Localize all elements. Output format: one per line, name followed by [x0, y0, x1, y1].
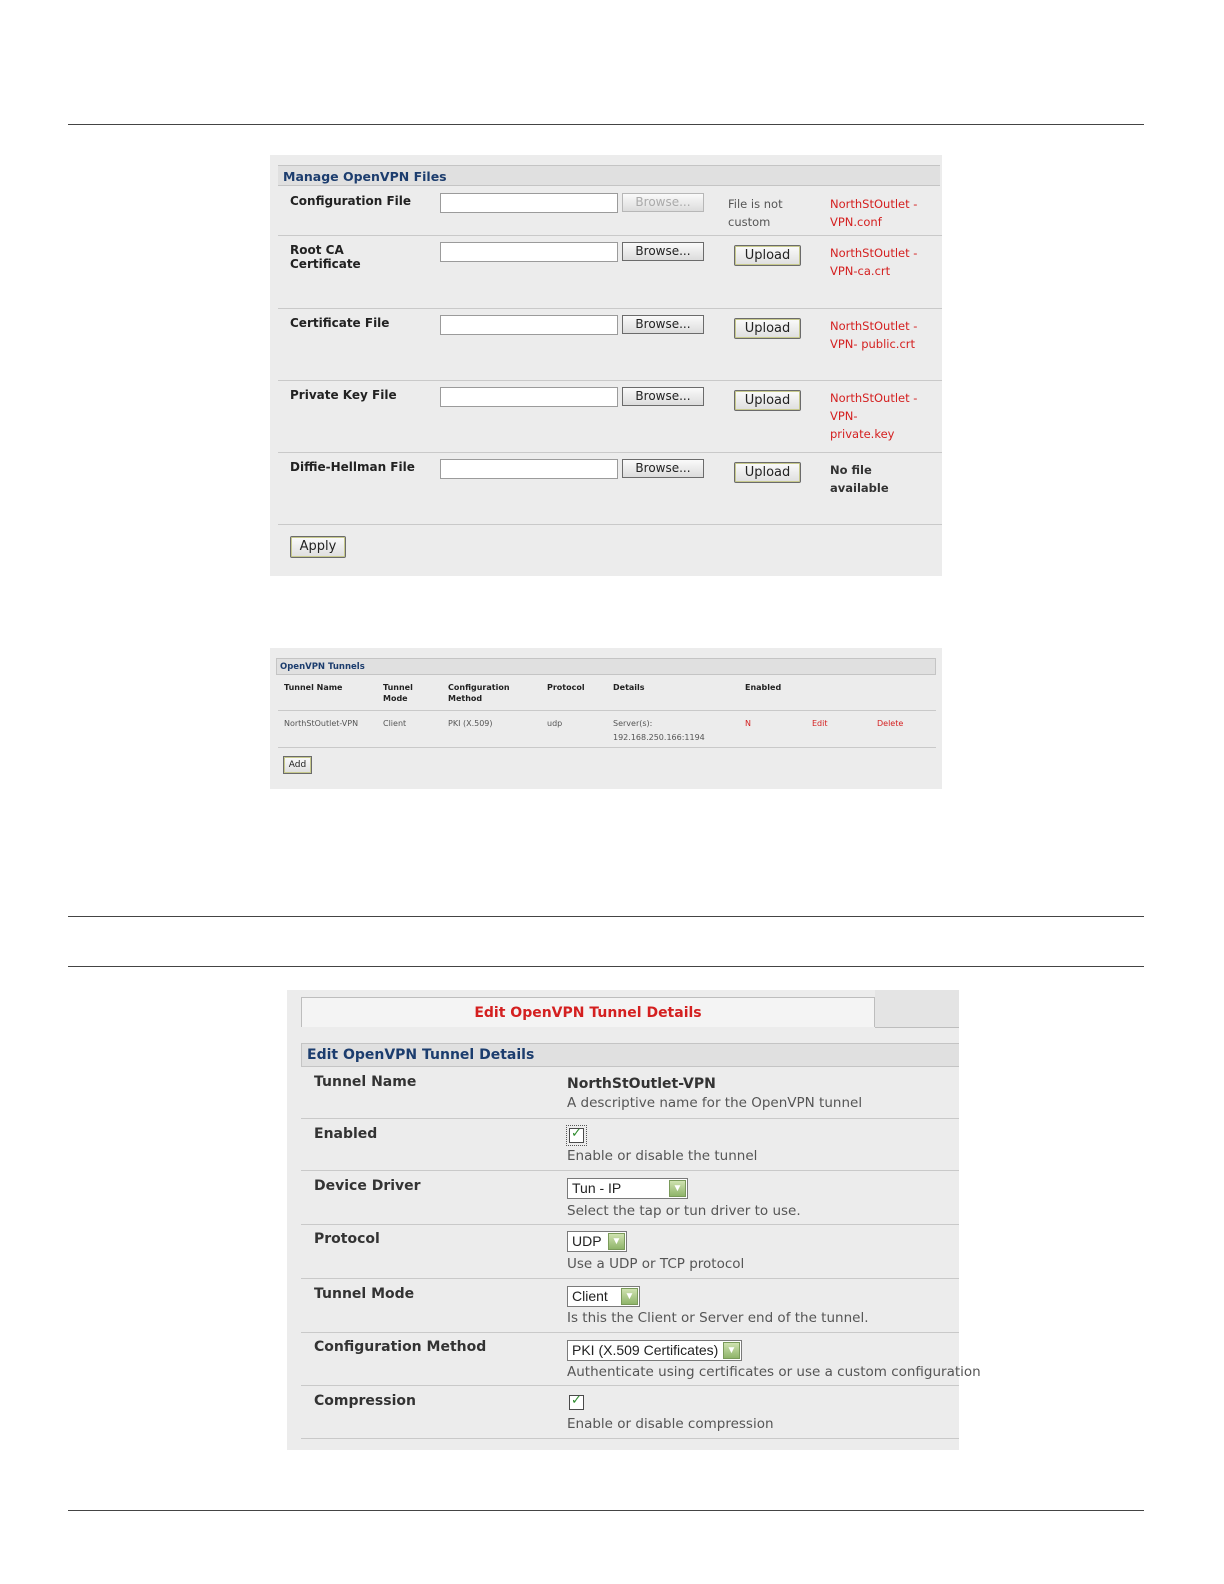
- device-driver-select[interactable]: [567, 1178, 688, 1199]
- certificate-file-upload-button[interactable]: Upload: [734, 318, 801, 339]
- enabled-checkbox[interactable]: [569, 1128, 584, 1143]
- diffie-hellman-file-name: No file available: [830, 463, 889, 495]
- manage-openvpn-files-panel: [270, 155, 942, 576]
- protocol-value: UDP: [572, 1233, 602, 1249]
- diffie-hellman-input[interactable]: [440, 459, 618, 479]
- tunnel-mode-label: Tunnel Mode: [314, 1286, 415, 1302]
- device-driver-label: Device Driver: [314, 1178, 421, 1194]
- column-header-configuration-method: Configuration Method: [448, 683, 510, 703]
- device-driver-row: [301, 1171, 959, 1225]
- protocol-description: Use a UDP or TCP protocol: [567, 1256, 745, 1272]
- device-driver-description: Select the tap or tun driver to use.: [567, 1203, 801, 1219]
- enabled-description: Enable or disable the tunnel: [567, 1148, 758, 1164]
- private-key-file-name: NorthStOutlet -VPN- private.key: [830, 391, 918, 441]
- configuration-file-label: Configuration File: [290, 194, 412, 208]
- device-driver-value: Tun - IP: [572, 1180, 622, 1196]
- panel-title: OpenVPN Tunnels: [276, 658, 936, 675]
- compression-description: Enable or disable compression: [567, 1416, 774, 1432]
- root-ca-label: Root CA Certificate: [290, 243, 361, 271]
- root-ca-input[interactable]: [440, 242, 618, 262]
- delete-link[interactable]: Delete: [877, 719, 904, 728]
- openvpn-tunnels-panel: [270, 648, 942, 789]
- edit-link[interactable]: Edit: [812, 719, 828, 728]
- tunnel-mode-value: Client: [572, 1288, 608, 1304]
- protocol-label: Protocol: [314, 1231, 380, 1247]
- chevron-down-icon: ▼: [723, 1342, 740, 1359]
- compression-label: Compression: [314, 1393, 416, 1409]
- diffie-hellman-browse-button[interactable]: Browse...: [622, 459, 704, 478]
- configuration-method-label: Configuration Method: [314, 1339, 487, 1355]
- configuration-file-row: [278, 187, 942, 236]
- certificate-file-row: [278, 309, 942, 381]
- root-ca-browse-button[interactable]: Browse...: [622, 242, 704, 261]
- column-header-protocol: Protocol: [547, 683, 585, 692]
- tunnel-name-row: [301, 1068, 959, 1119]
- panel-title: Manage OpenVPN Files: [278, 165, 940, 186]
- configuration-file-input[interactable]: [440, 193, 618, 213]
- root-ca-row: [278, 236, 942, 309]
- apply-button[interactable]: Apply: [290, 536, 346, 558]
- cell-configuration-method: PKI (X.509): [448, 719, 493, 728]
- certificate-file-name: NorthStOutlet -VPN- public.crt: [830, 319, 918, 351]
- edit-openvpn-tunnel-panel: [287, 990, 981, 1450]
- chevron-down-icon: ▼: [669, 1180, 686, 1197]
- checkmark-icon: ✓: [571, 1393, 582, 1408]
- column-header-enabled: Enabled: [745, 683, 782, 692]
- tunnel-name-value: NorthStOutlet-VPN: [567, 1076, 716, 1092]
- chevron-down-icon: ▼: [608, 1233, 625, 1250]
- column-header-tunnel-mode: Tunnel Mode: [383, 683, 413, 703]
- root-ca-file-name: NorthStOutlet -VPN-ca.crt: [830, 246, 918, 278]
- cell-tunnel-mode: Client: [383, 719, 407, 728]
- bottom-rule: [68, 1510, 1144, 1511]
- mid-rule-1: [68, 916, 1144, 917]
- private-key-input[interactable]: [440, 387, 618, 407]
- diffie-hellman-row: [278, 453, 942, 525]
- configuration-method-value: PKI (X.509 Certificates): [572, 1342, 719, 1358]
- tunnel-name-label: Tunnel Name: [314, 1074, 417, 1090]
- tunnel-mode-description: Is this the Client or Server end of the tunnel.: [567, 1310, 869, 1326]
- configuration-method-select[interactable]: [567, 1340, 742, 1361]
- column-header-tunnel-name: Tunnel Name: [284, 683, 343, 692]
- private-key-browse-button[interactable]: Browse...: [622, 387, 704, 406]
- configuration-file-browse-button[interactable]: Browse...: [622, 193, 704, 212]
- diffie-hellman-upload-button[interactable]: Upload: [734, 462, 801, 483]
- tab-edit-openvpn-tunnel-details[interactable]: Edit OpenVPN Tunnel Details: [301, 997, 875, 1027]
- cell-tunnel-name: NorthStOutlet-VPN: [284, 719, 359, 728]
- checkmark-icon: ✓: [571, 1126, 582, 1141]
- compression-row: [301, 1386, 959, 1439]
- tab-strip-line: [875, 1027, 959, 1028]
- mid-rule-2: [68, 966, 1144, 967]
- add-tunnel-button[interactable]: Add: [283, 756, 312, 774]
- compression-checkbox[interactable]: [569, 1395, 584, 1410]
- certificate-file-input[interactable]: [440, 315, 618, 335]
- protocol-select[interactable]: [567, 1231, 627, 1252]
- tunnel-mode-select[interactable]: [567, 1286, 640, 1307]
- private-key-row: [278, 381, 942, 453]
- tunnel-name-description: A descriptive name for the OpenVPN tunnel: [567, 1095, 863, 1111]
- chevron-down-icon: ▼: [621, 1288, 638, 1305]
- column-header-details: Details: [613, 683, 645, 692]
- configuration-method-description: Authenticate using certificates or use a custom configuration: [567, 1364, 981, 1380]
- private-key-label: Private Key File: [290, 388, 397, 402]
- certificate-file-browse-button[interactable]: Browse...: [622, 315, 704, 334]
- private-key-upload-button[interactable]: Upload: [734, 390, 801, 411]
- cell-enabled: N: [745, 719, 751, 728]
- header-separator: [278, 710, 936, 711]
- tunnel-mode-row: [301, 1279, 959, 1333]
- certificate-file-label: Certificate File: [290, 316, 390, 330]
- section-title: Edit OpenVPN Tunnel Details: [301, 1043, 959, 1067]
- configuration-file-name: NorthStOutlet -VPN.conf: [830, 197, 918, 229]
- cell-protocol: udp: [547, 719, 563, 728]
- enabled-row: [301, 1119, 959, 1171]
- tab-strip-background: [875, 990, 959, 1027]
- cell-details: Server(s): 192.168.250.166:1194: [613, 719, 705, 742]
- configuration-file-status: File is not custom: [728, 197, 783, 229]
- enabled-label: Enabled: [314, 1126, 378, 1142]
- root-ca-upload-button[interactable]: Upload: [734, 245, 801, 266]
- configuration-method-row: [301, 1333, 981, 1386]
- top-rule: [68, 124, 1144, 125]
- diffie-hellman-label: Diffie-Hellman File: [290, 460, 415, 474]
- row-separator: [278, 747, 936, 748]
- protocol-row: [301, 1225, 959, 1279]
